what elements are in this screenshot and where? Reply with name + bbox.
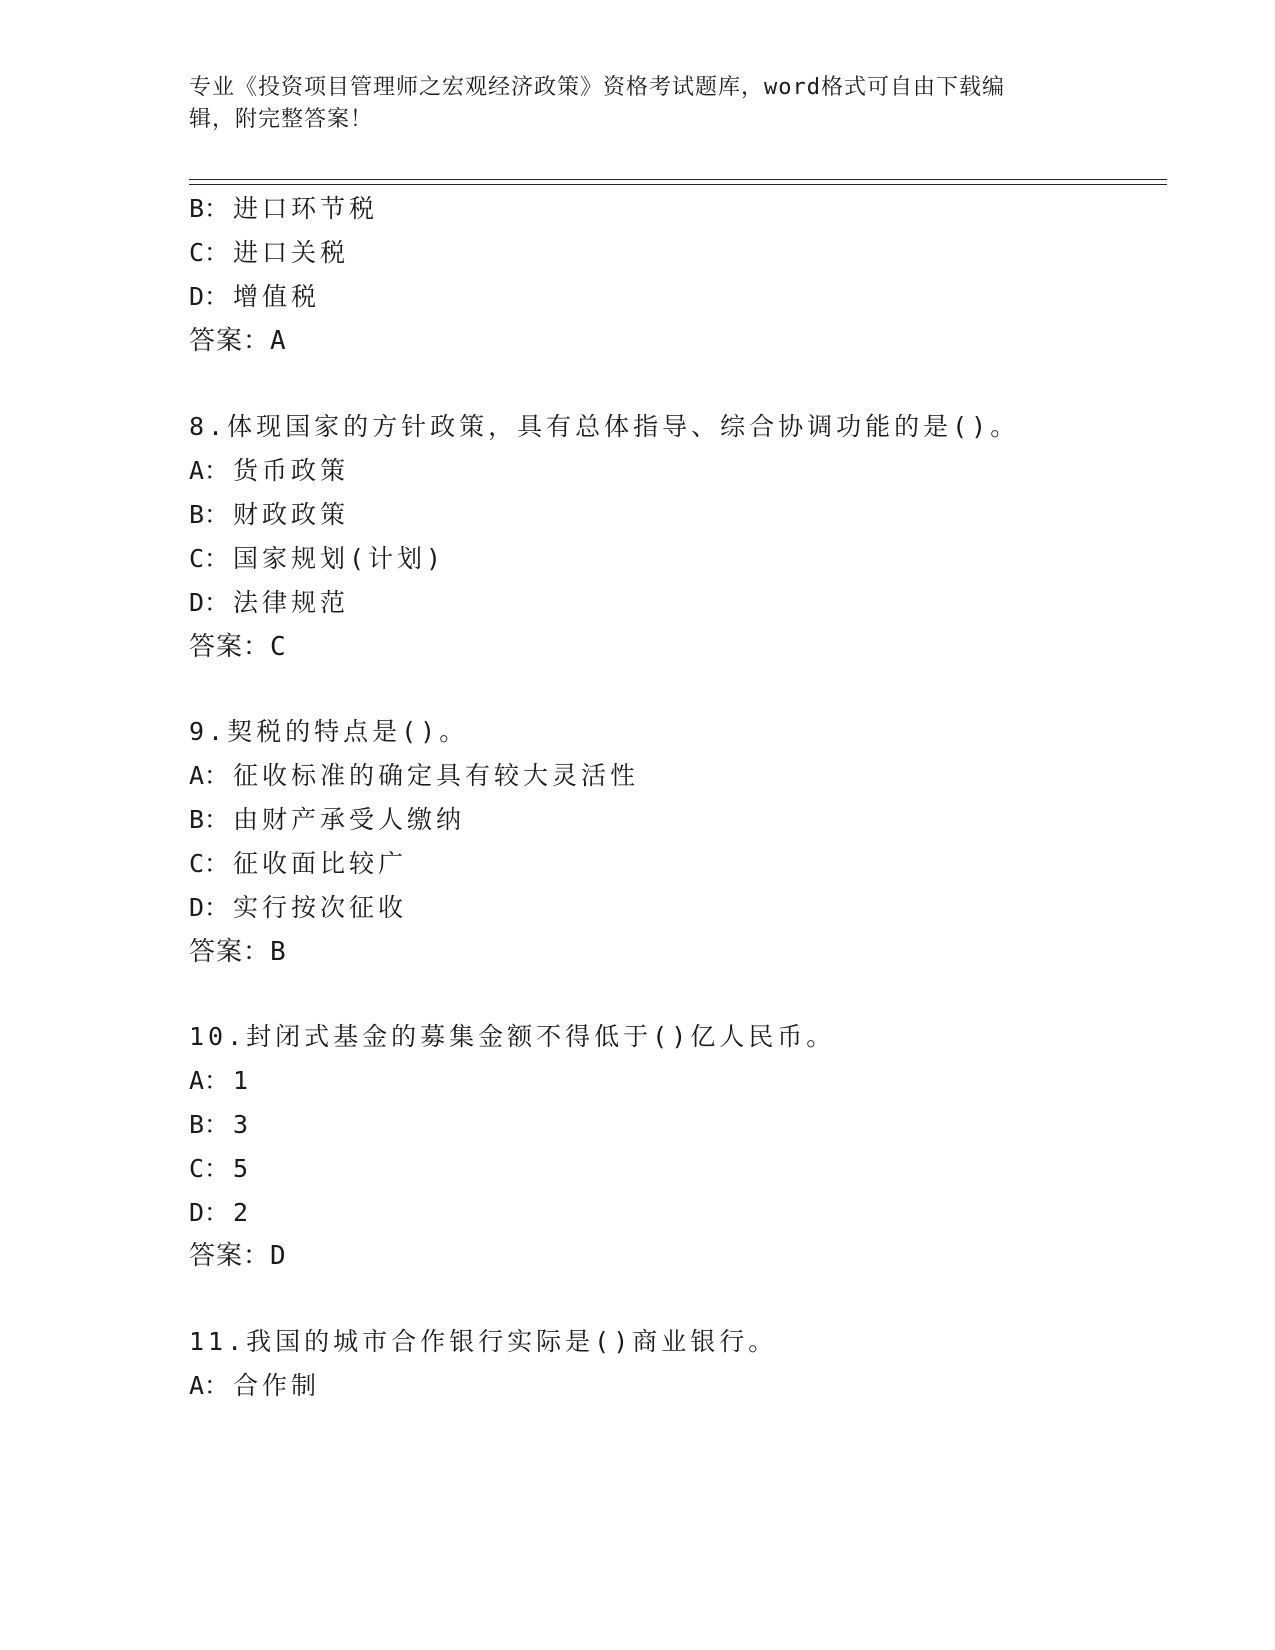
question-stem: 9.契税的特点是()。 xyxy=(189,717,469,746)
option-key: D： xyxy=(189,893,230,922)
answer: 答案：A xyxy=(189,326,287,356)
option-b xyxy=(189,193,378,225)
option-text: 进口关税 xyxy=(233,238,350,267)
option-b xyxy=(189,499,349,531)
option-a xyxy=(189,455,349,487)
option-text: 5 xyxy=(233,1154,253,1183)
header-divider-bottom xyxy=(189,184,1167,185)
option-text: 国家规划(计划) xyxy=(233,544,446,573)
option-text: 财政政策 xyxy=(233,500,350,529)
option-text: 增值税 xyxy=(233,282,321,311)
option-text: 合作制 xyxy=(233,1371,321,1400)
question-stem: 11.我国的城市合作银行实际是()商业银行。 xyxy=(189,1327,778,1356)
option-d xyxy=(189,1197,252,1229)
header-line-1: 专业《投资项目管理师之宏观经济政策》资格考试题库，word格式可自由下载编 xyxy=(189,75,1005,100)
option-text: 征收面比较广 xyxy=(233,849,408,878)
option-text: 实行按次征收 xyxy=(233,893,408,922)
option-key: A： xyxy=(189,1371,230,1400)
option-d xyxy=(189,587,349,619)
option-b xyxy=(189,1109,252,1141)
option-text: 货币政策 xyxy=(233,456,350,485)
option-key: A： xyxy=(189,456,230,485)
option-key: A： xyxy=(189,761,230,790)
option-key: D： xyxy=(189,1198,230,1227)
option-text: 进口环节税 xyxy=(233,194,379,223)
option-key: C： xyxy=(189,1154,230,1183)
option-d xyxy=(189,281,320,313)
option-key: C： xyxy=(189,238,230,267)
option-key: C： xyxy=(189,544,230,573)
option-text: 3 xyxy=(233,1110,253,1139)
document-header xyxy=(189,72,1089,136)
option-text: 由财产承受人缴纳 xyxy=(233,805,466,834)
header-divider-top xyxy=(189,179,1167,180)
option-key: D： xyxy=(189,282,230,311)
option-c xyxy=(189,237,349,269)
question-stem: 8.体现国家的方针政策，具有总体指导、综合协调功能的是()。 xyxy=(189,412,1020,441)
option-key: C： xyxy=(189,849,230,878)
option-key: B： xyxy=(189,1110,230,1139)
option-b xyxy=(189,804,465,836)
option-a xyxy=(189,760,639,792)
option-text: 征收标准的确定具有较大灵活性 xyxy=(233,761,640,790)
header-line-2: 辑，附完整答案！ xyxy=(189,107,374,132)
option-c xyxy=(189,848,407,880)
option-key: B： xyxy=(189,805,230,834)
answer: 答案：B xyxy=(189,937,287,967)
option-key: D： xyxy=(189,588,230,617)
question-stem: 10.封闭式基金的募集金额不得低于()亿人民币。 xyxy=(189,1022,836,1051)
option-key: A： xyxy=(189,1066,230,1095)
option-c xyxy=(189,1153,252,1185)
answer: 答案：C xyxy=(189,632,287,662)
option-key: B： xyxy=(189,194,230,223)
answer: 答案：D xyxy=(189,1241,287,1271)
option-key: B： xyxy=(189,500,230,529)
option-a xyxy=(189,1370,320,1402)
option-a xyxy=(189,1065,252,1097)
option-c xyxy=(189,543,445,575)
option-text: 2 xyxy=(233,1198,253,1227)
option-d xyxy=(189,892,407,924)
option-text: 法律规范 xyxy=(233,588,350,617)
option-text: 1 xyxy=(233,1066,253,1095)
